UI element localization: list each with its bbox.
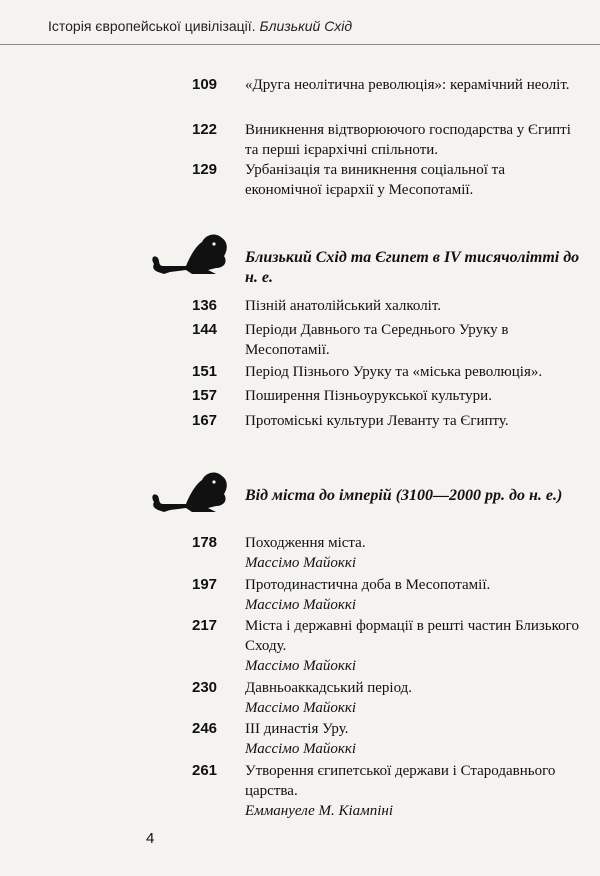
- header-rule: [0, 44, 600, 45]
- page-number: 246: [192, 720, 218, 737]
- entry-title: Виникнення відтворюючого господарства у Єгипті та перші ієрархічні спільноти.: [245, 122, 571, 158]
- entry-author: Массімо Майоккі: [245, 700, 357, 716]
- entry-title: Утворення єгипетської держави і Стародавнього царства.: [245, 763, 556, 799]
- page-number: 178: [192, 534, 218, 551]
- page-number: 151: [192, 363, 218, 380]
- running-head: [48, 18, 352, 34]
- entry-author: Массімо Майоккі: [245, 741, 357, 757]
- entry-title: Протодинастична доба в Месопотамії.: [245, 577, 491, 593]
- entry-title: Міста і державні формації в решті частин Близького Сходу.: [245, 618, 579, 654]
- page-number: 109: [192, 76, 218, 93]
- section-title: Близький Схід та Єгипет в IV тисячолітті до н. е.: [245, 249, 580, 286]
- entry-title: Періоди Давнього та Середнього Уруку в Месопотамії.: [245, 322, 509, 358]
- page-number: 157: [192, 387, 218, 404]
- entry-author: Массімо Майоккі: [245, 555, 357, 571]
- page-number: 136: [192, 297, 218, 314]
- page-number: 144: [192, 321, 218, 338]
- page-folio: 4: [146, 830, 155, 847]
- entry-title: Походження міста.: [245, 535, 366, 551]
- page-number: 230: [192, 679, 218, 696]
- page-number: 217: [192, 617, 218, 634]
- entry-author: Массімо Майоккі: [245, 658, 357, 674]
- entry-title: «Друга неолітична революція»: керамічний неоліт.: [245, 77, 570, 93]
- entry-author: Массімо Майоккі: [245, 597, 357, 613]
- page-number: 261: [192, 762, 218, 779]
- book-subtitle: Близький Схід: [259, 18, 353, 34]
- entry-title: Давньоаккадський період.: [245, 680, 413, 696]
- lion-icon: [146, 228, 232, 278]
- lion-icon: [146, 466, 232, 516]
- entry-title: III династія Уру.: [245, 721, 349, 737]
- book-title: Історія європейської цивілізації.: [48, 18, 256, 34]
- entry-title: Урбанізація та виникнення соціальної та економічної ієрархії у Месопотамії.: [245, 162, 506, 198]
- entry-title: Пізній анатолійський халколіт.: [245, 298, 442, 314]
- entry-title: Протоміські культури Леванту та Єгипту.: [245, 413, 509, 429]
- page-number: 129: [192, 161, 218, 178]
- section-title: Від міста до імперій (3100—2000 рр. до н. е.): [245, 487, 563, 504]
- page-number: 167: [192, 412, 218, 429]
- entry-title: Період Пізнього Уруку та «міська революція».: [245, 364, 543, 380]
- entry-title: Поширення Пізньоурукської культури.: [245, 388, 492, 404]
- entry-author: Еммануеле М. Кіампіні: [245, 803, 393, 819]
- page-number: 122: [192, 121, 218, 138]
- page-number: 197: [192, 576, 218, 593]
